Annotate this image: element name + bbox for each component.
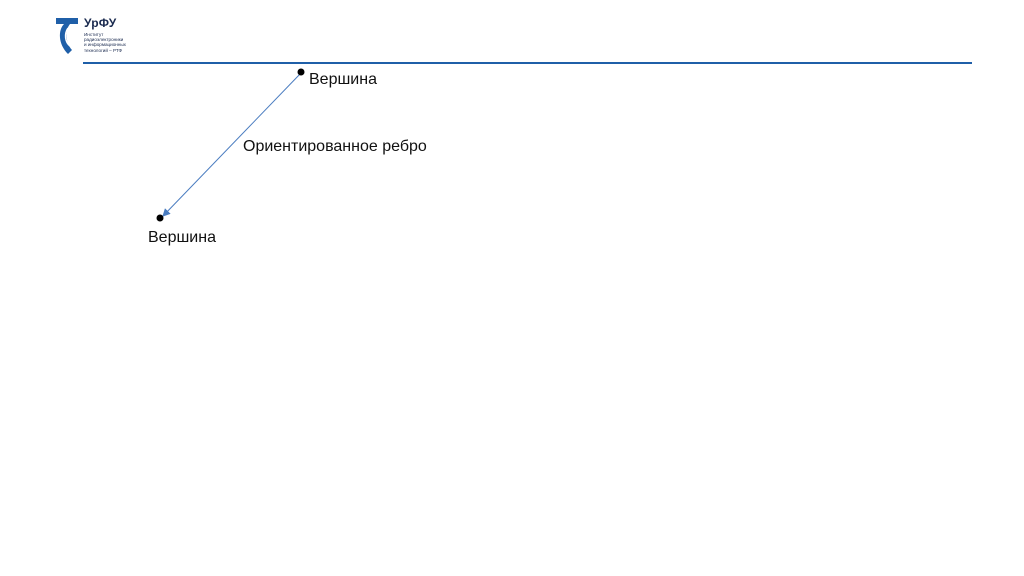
institute-line: и информационных bbox=[84, 42, 126, 48]
vertex-label-bottom: Вершина bbox=[148, 229, 216, 246]
vertex-dot bbox=[157, 215, 164, 222]
edge-label: Ориентированное ребро bbox=[243, 138, 427, 155]
institute-line: радиоэлектроники bbox=[84, 37, 124, 43]
vertex-dot bbox=[298, 69, 305, 76]
institute-line: Институт bbox=[84, 32, 104, 37]
institute-line: технологий – РТФ bbox=[84, 47, 122, 53]
vertex-label-top: Вершина bbox=[309, 71, 377, 88]
logo-title: УрФУ bbox=[84, 16, 117, 30]
